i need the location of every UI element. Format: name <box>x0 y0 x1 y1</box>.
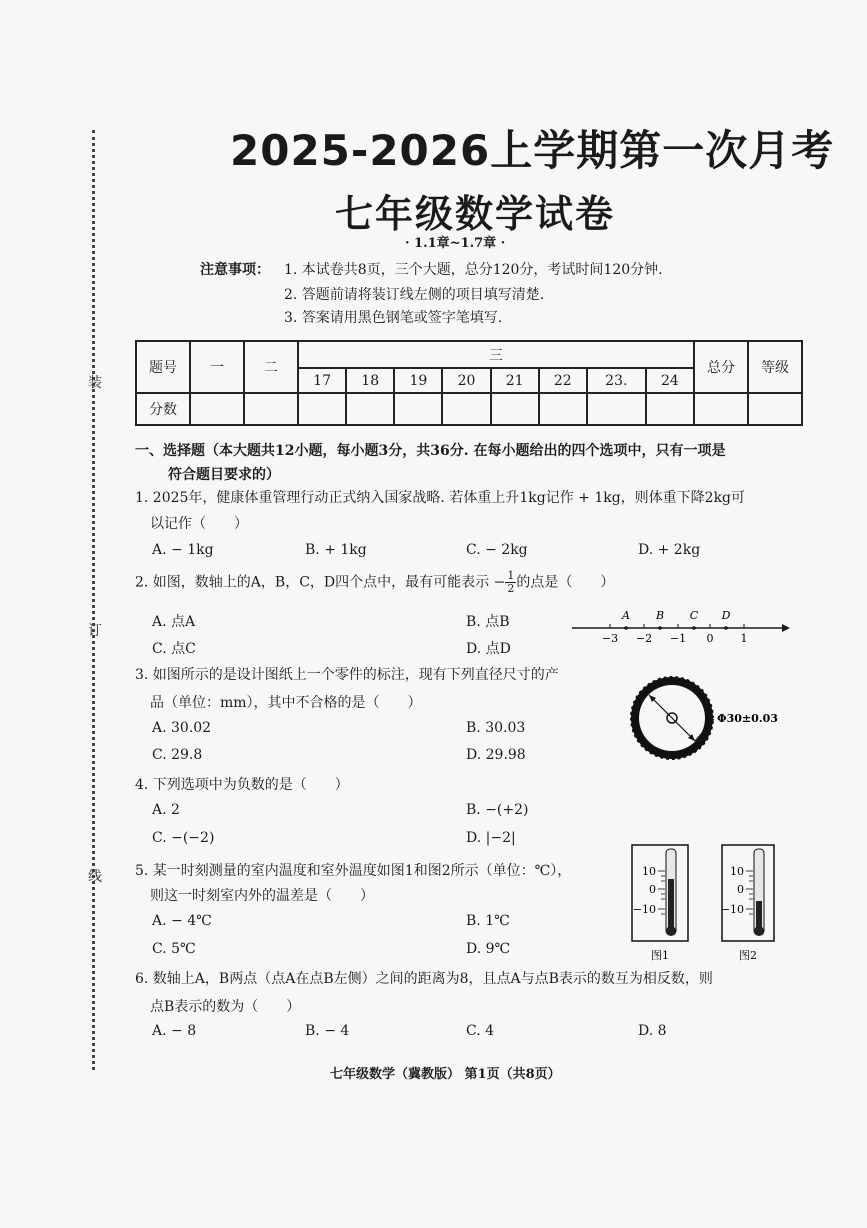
q5-thermometer-figures <box>628 843 778 965</box>
point-b-dot <box>658 626 662 630</box>
thermometer-2-tick-10: 10 <box>730 865 744 878</box>
q5-option-b[interactable]: B. 1℃ <box>466 913 510 929</box>
q2-option-a[interactable]: A. 点A <box>152 614 196 630</box>
q4-option-b[interactable]: B. −(+2) <box>466 802 529 818</box>
q1-option-a[interactable]: A. − 1kg <box>152 542 214 558</box>
tick-label: −3 <box>601 632 619 645</box>
q5-option-c[interactable]: C. 5℃ <box>152 941 196 957</box>
exam-title: 2025-2026上学期第一次月考 <box>230 126 835 175</box>
q6-option-d[interactable]: D. 8 <box>638 1023 667 1039</box>
tick-label: −1 <box>669 632 687 645</box>
col-section-1: 一 <box>190 341 244 393</box>
score-cell[interactable] <box>346 393 394 425</box>
thermometer-1-tick-0: 0 <box>649 883 656 896</box>
thermometer-1-bulb <box>666 926 676 936</box>
score-cell[interactable] <box>748 393 802 425</box>
q6-option-b[interactable]: B. − 4 <box>305 1023 350 1039</box>
q3-option-b[interactable]: B. 30.03 <box>466 720 526 736</box>
q1-stem: 1. 2025年，健康体重管理行动正式纳入国家战略. 若体重上升1kg记作 + 1kg，则体重下降2kg可 <box>135 490 746 506</box>
q3-gear-figure <box>626 670 792 770</box>
q6-stem: 6. 数轴上A，B两点（点A在点B左侧）之间的距离为8，且点A与点B表示的数互为相反数，则 <box>135 971 713 987</box>
thermometer-2-tick-0: 0 <box>737 883 744 896</box>
tick-label: 0 <box>706 632 714 645</box>
col-q21: 21 <box>491 368 539 393</box>
section1-heading-cont: 符合题目要求的） <box>168 467 280 483</box>
binding-mark-ding: 订 <box>88 623 102 639</box>
col-total: 总分 <box>694 341 748 393</box>
q1-option-d[interactable]: D. + 2kg <box>638 542 701 558</box>
q3-stem-cont: 品（单位：mm），其中不合格的是（ ） <box>150 695 422 711</box>
point-c-dot <box>692 626 696 630</box>
score-cell[interactable] <box>244 393 298 425</box>
thermometer-2-frame <box>722 845 774 941</box>
exam-scope: · 1.1章~1.7章 · <box>405 236 506 251</box>
q2-stem-after: 的点是（ ） <box>516 574 615 591</box>
arrow-right-icon <box>782 624 790 632</box>
score-cell[interactable] <box>491 393 539 425</box>
q2-option-d[interactable]: D. 点D <box>466 641 511 657</box>
q5-stem: 5. 某一时刻测量的室内温度和室外温度如图1和图2所示（单位：℃）， <box>135 863 572 879</box>
binding-mark-zhuang: 装 <box>88 375 102 391</box>
row-label-score: 分数 <box>136 393 190 425</box>
col-q19: 19 <box>394 368 442 393</box>
col-q22: 22 <box>539 368 587 393</box>
row-label-question: 题号 <box>136 341 190 393</box>
q6-stem-cont: 点B表示的数为（ ） <box>150 999 301 1015</box>
score-cell[interactable] <box>442 393 490 425</box>
notice-label: 注意事项： <box>200 262 270 278</box>
q3-stem: 3. 如图所示的是设计图纸上一个零件的标注，现有下列直径尺寸的产 <box>135 667 559 683</box>
score-cell[interactable] <box>539 393 587 425</box>
score-cell[interactable] <box>587 393 646 425</box>
score-cell[interactable] <box>694 393 748 425</box>
q2-option-c[interactable]: C. 点C <box>152 641 196 657</box>
q2-option-b[interactable]: B. 点B <box>466 614 510 630</box>
q2-stem-before: 2. 如图，数轴上的A，B，C，D四个点中，最有可能表示 − <box>135 574 506 591</box>
thermometer-2-bulb <box>754 926 764 936</box>
tick-label: 1 <box>740 632 748 645</box>
col-grade: 等级 <box>748 341 802 393</box>
score-cell[interactable] <box>190 393 244 425</box>
notice-item-1: 1. 本试卷共8页，三个大题，总分120分，考试时间120分钟. <box>284 262 663 278</box>
col-section-3: 三 <box>298 341 694 368</box>
q5-option-a[interactable]: A. − 4℃ <box>152 913 212 929</box>
point-c-label: C <box>689 609 699 622</box>
q4-option-c[interactable]: C. −(−2) <box>152 830 215 846</box>
point-a-label: A <box>622 609 630 622</box>
thermometer-1-tick-10: 10 <box>642 865 656 878</box>
q6-option-c[interactable]: C. 4 <box>466 1023 495 1039</box>
q4-option-a[interactable]: A. 2 <box>152 802 180 818</box>
q6-option-a[interactable]: A. − 8 <box>152 1023 197 1039</box>
thermometer-2-tick-minus10: −10 <box>720 903 744 916</box>
col-q17: 17 <box>298 368 346 393</box>
q5-option-d[interactable]: D. 9℃ <box>466 941 511 957</box>
tick-label: −2 <box>635 632 653 645</box>
point-d-dot <box>724 626 728 630</box>
point-a-dot <box>624 626 628 630</box>
col-q24: 24 <box>646 368 694 393</box>
q3-option-d[interactable]: D. 29.98 <box>466 747 526 763</box>
point-b-label: B <box>655 609 665 622</box>
q2-number-line-figure <box>568 604 796 646</box>
col-q18: 18 <box>346 368 394 393</box>
score-table <box>135 340 803 426</box>
q1-option-c[interactable]: C. − 2kg <box>466 542 528 558</box>
figure-2-caption: 图2 <box>739 949 757 962</box>
q4-option-d[interactable]: D. |−2| <box>466 830 516 846</box>
col-q23: 23. <box>587 368 646 393</box>
section1-heading: 一、选择题（本大题共12小题，每小题3分，共36分. 在每小题给出的四个选项中，只有一项是 <box>135 443 726 459</box>
thermometer-2-scale <box>746 871 753 914</box>
exam-subject-title: 七年级数学试卷 <box>335 192 616 236</box>
thermometer-1-tick-minus10: −10 <box>632 903 656 916</box>
notice-item-2: 2. 答题前请将装订线左侧的项目填写清楚. <box>284 287 545 303</box>
diameter-label: Φ30±0.03 <box>717 712 778 725</box>
binding-line <box>92 130 95 1070</box>
notice-item-3: 3. 答案请用黑色钢笔或签字笔填写. <box>284 310 503 326</box>
score-cell[interactable] <box>646 393 694 425</box>
point-d-label: D <box>721 609 731 622</box>
thermometer-1-frame <box>632 845 688 941</box>
q3-option-a[interactable]: A. 30.02 <box>152 720 212 736</box>
q1-stem-cont: 以记作（ ） <box>150 516 248 532</box>
q4-stem: 4. 下列选项中为负数的是（ ） <box>135 777 349 793</box>
figure-1-caption: 图1 <box>651 949 669 962</box>
thermometer-1-scale <box>658 871 665 914</box>
q2-stem <box>135 570 614 595</box>
page-footer: 七年级数学（冀教版） 第1页（共8页） <box>330 1067 561 1082</box>
q1-option-b[interactable]: B. + 1kg <box>305 542 367 558</box>
q3-option-c[interactable]: C. 29.8 <box>152 747 203 763</box>
fraction-half: $\frac{1}{2}$ <box>507 569 515 595</box>
col-q20: 20 <box>442 368 490 393</box>
q5-stem-cont: 则这一时刻室内外的温差是（ ） <box>150 888 374 904</box>
col-section-2: 二 <box>244 341 298 393</box>
binding-mark-xian: 线 <box>88 869 102 885</box>
score-cell[interactable] <box>298 393 346 425</box>
score-cell[interactable] <box>394 393 442 425</box>
